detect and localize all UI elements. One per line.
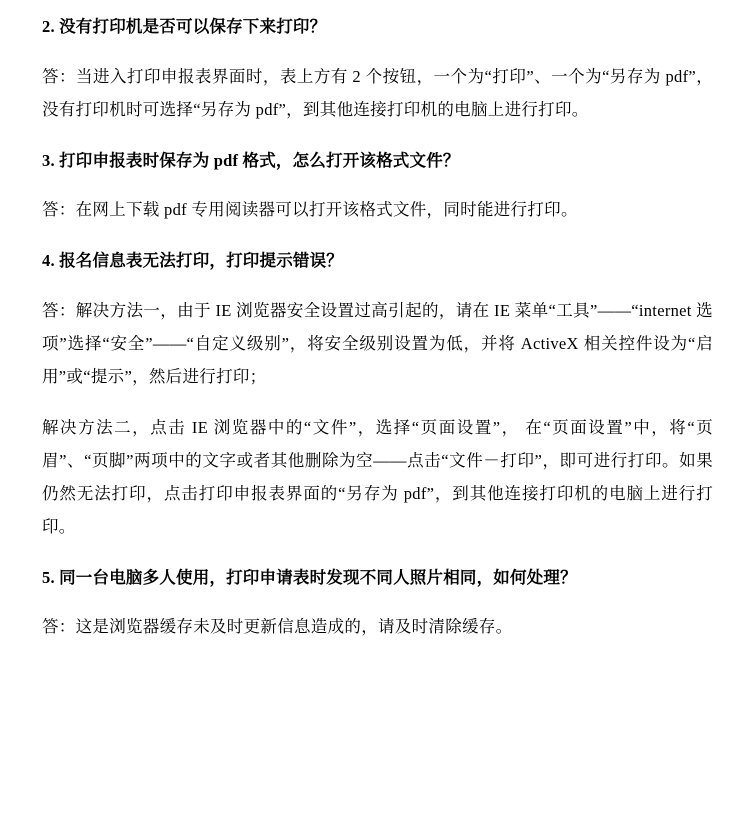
faq-answer: 答：这是浏览器缓存未及时更新信息造成的，请及时清除缓存。 <box>42 617 513 637</box>
faq-item <box>42 14 713 126</box>
faq-question: 2. 没有打印机是否可以保存下来打印？ <box>42 17 327 36</box>
faq-answer: 答：当进入打印申报表界面时，表上方有 2 个按钮，一个为“打印”、一个为“另存为 pdf”，没有打印机时可选择“另存为 pdf”，到其他连接打印机的电脑上进行打印。 <box>42 66 713 119</box>
faq-question: 5. 同一台电脑多人使用，打印申请表时发现不同人照片相同，如何处理？ <box>42 567 577 587</box>
faq-answer: 答：解决方法一，由于 IE 浏览器安全设置过高引起的，请在 IE 菜单“工具”——“internet 选项”选择“安全”——“自定义级别”，将安全级别设置为低，并将 ActiveX 相关控件设为“启用”或“提示”，然后进行打印； <box>42 300 713 386</box>
faq-answer: 解决方法二，点击 IE 浏览器中的“文件”，选择“页面设置”， 在“页面设置”中，将“页眉”、“页脚”两项中的文字或者其他删除为空——点击“文件－打印”，即可进行打印。如果仍然无法打印，点击打印申报表界面的“另存为 pdf”，到其他连接打印机的电脑上进行打印。 <box>42 417 713 536</box>
faq-item <box>42 248 713 543</box>
faq-question: 4. 报名信息表无法打印，打印提示错误？ <box>42 251 343 271</box>
faq-answer: 答：在网上下载 pdf 专用阅读器可以打开该格式文件，同时能进行打印。 <box>42 200 578 220</box>
faq-item <box>42 565 713 644</box>
faq-question: 3. 打印申报表时保存为 pdf 格式，怎么打开该格式文件？ <box>42 150 460 170</box>
faq-item <box>42 148 713 227</box>
